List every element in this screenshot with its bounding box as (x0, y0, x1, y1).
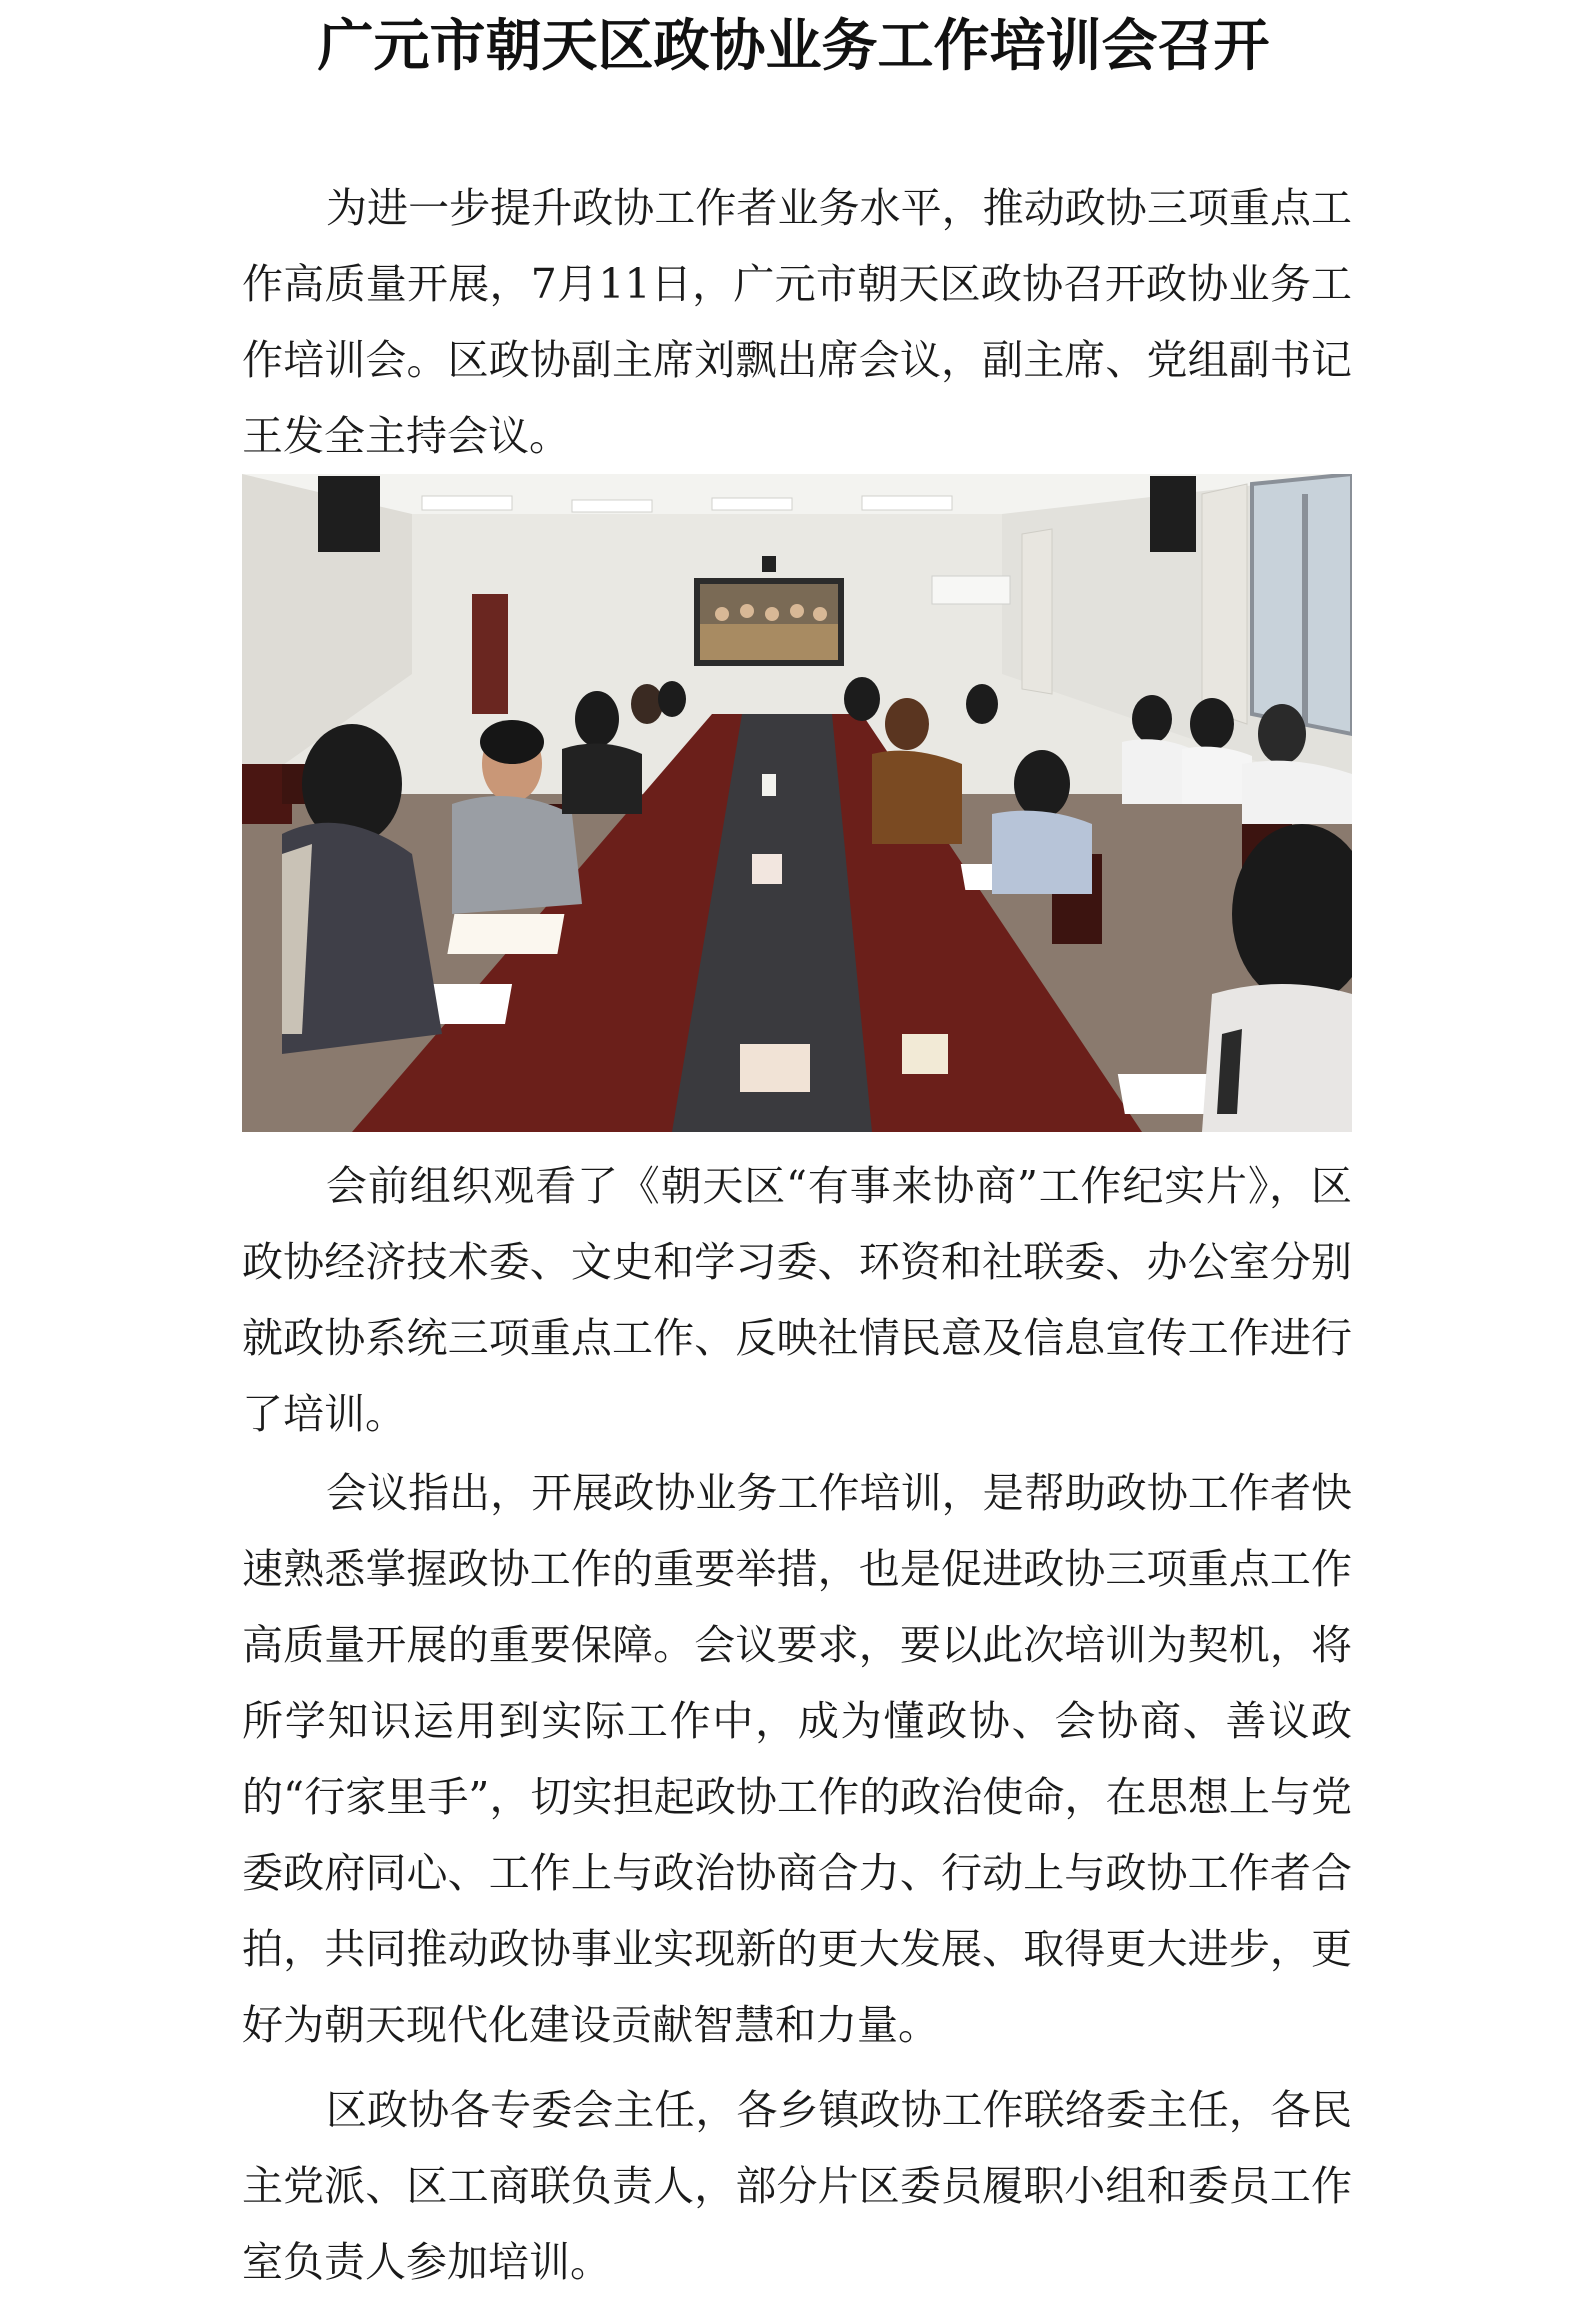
paragraph-2: 会前组织观看了《朝天区“有事来协商”工作纪实片》，区政协经济技术委、文史和学习委、环资和社联委、办公室分别就政协系统三项重点工作、反映社情民意及信息宣传工作进行了培训。 (242, 1162, 1352, 1438)
meeting-photo (242, 474, 1352, 1132)
paragraph-3: 会议指出，开展政协业务工作培训，是帮助政协工作者快速熟悉掌握政协工作的重要举措，也是促进政协三项重点工作高质量开展的重要保障。会议要求，要以此次培训为契机，将所学知识运用到实际工作中，成为懂政协、会协商、善议政的“行家里手”，切实担起政协工作的政治使命，在思想上与党委政府同心、工作上与政治协商合力、行动上与政协工作者合拍，共同推动政协事业实现新的更大发展、取得更大进步，更好为朝天现代化建设贡献智慧和力量。 (242, 1469, 1352, 2049)
article-title: 广元市朝天区政协业务工作培训会召开 (317, 13, 1270, 79)
paragraph-4: 区政协各专委会主任，各乡镇政协工作联络委主任，各民主党派、区工商联负责人，部分片区委员履职小组和委员工作室负责人参加培训。 (242, 2086, 1352, 2286)
paragraph-1: 为进一步提升政协工作者业务水平，推动政协三项重点工作高质量开展，7月11日，广元市朝天区政协召开政协业务工作培训会。区政协副主席刘飘出席会议，副主席、党组副书记王发全主持会议。 (242, 184, 1352, 460)
